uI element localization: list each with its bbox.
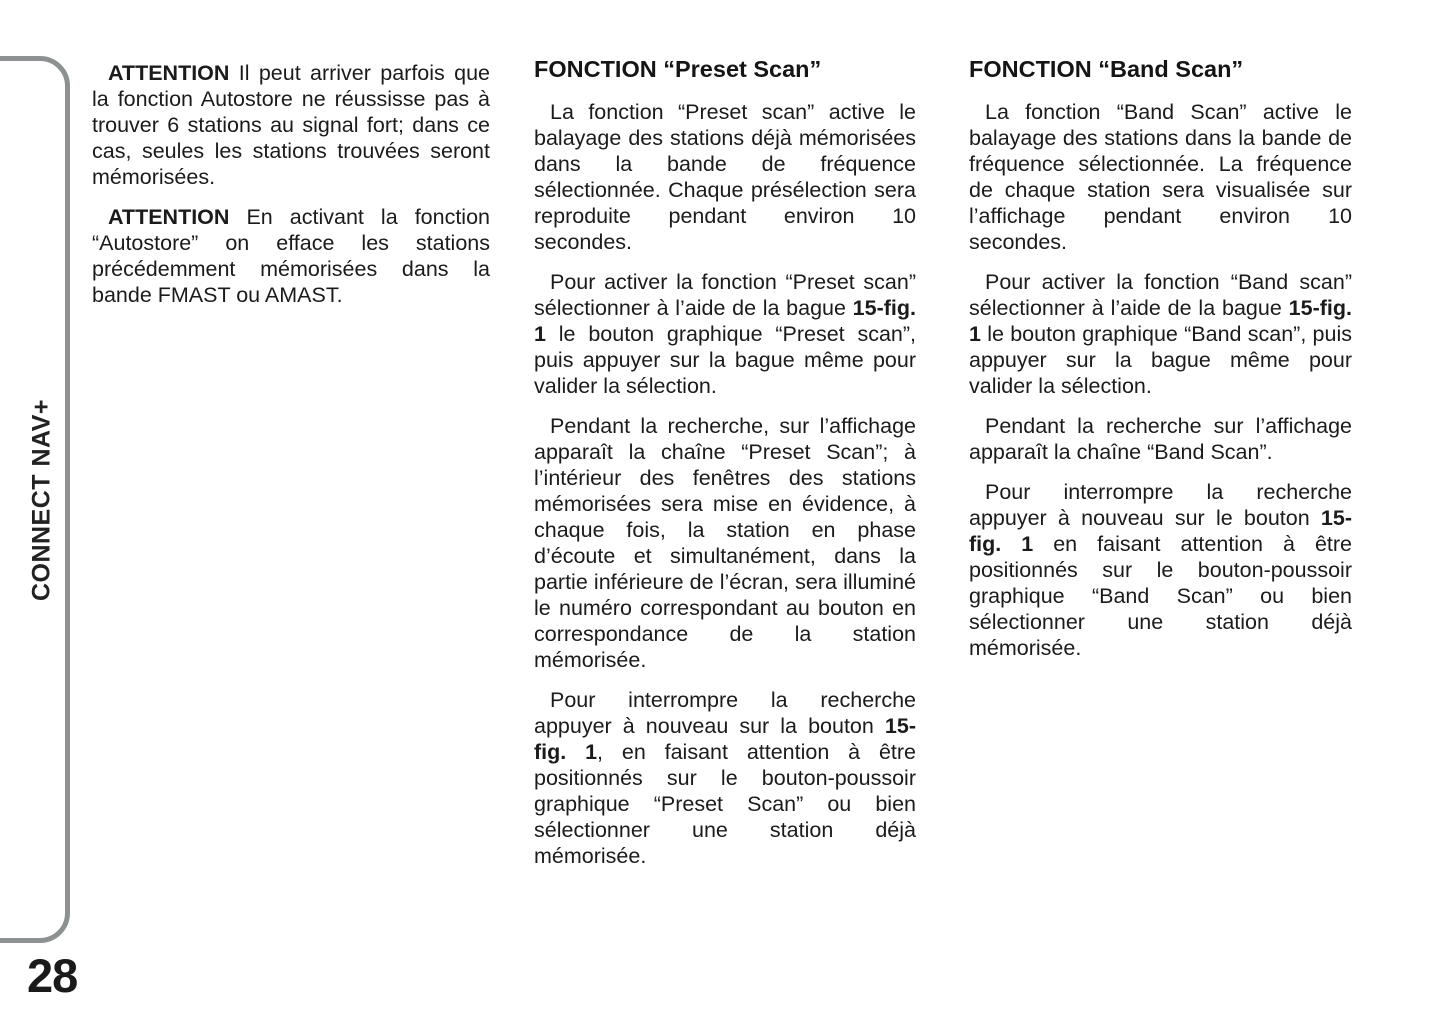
text-run: Pendant la recherche sur l’affichage apparaît la chaîne “Band Scan”. [969, 414, 1352, 464]
text-run: La fonction “Preset scan” active le balayage des stations déjà mémorisées dans la bande de fréquence sélectionnée. Chaque présélection sera reproduite pendant environ 10 secondes. [534, 100, 916, 254]
paragraph [969, 413, 1352, 465]
paragraph [534, 269, 916, 399]
text-column-attention [92, 60, 490, 322]
paragraph [969, 479, 1352, 661]
paragraph [92, 60, 490, 190]
page-number: 28 [27, 949, 78, 1002]
text-run: Pour activer la fonction “Band scan” sélectionner à l’aide de la bague [969, 270, 1352, 320]
section-heading: FONCTION “Preset Scan” [534, 56, 822, 82]
bold-run: 15-fig. 1 [534, 714, 916, 764]
paragraph [92, 204, 490, 308]
section-heading: FONCTION “Band Scan” [969, 56, 1244, 82]
bold-run: 15-fig. 1 [534, 296, 916, 346]
text-run: En activant la fonction “Autostore” on efface les stations précédemment mémorisées dans la bande FMAST ou AMAST. [92, 205, 490, 307]
text-run: La fonction “Band Scan” active le balayage des stations dans la bande de fréquence sélectionnée. La fréquence de chaque station sera visualisée sur l’affichage pendant environ 10 secondes. [969, 100, 1352, 254]
text-column-preset-scan [534, 56, 916, 883]
paragraph [534, 99, 916, 255]
paragraph [969, 269, 1352, 399]
text-run: en faisant attention à être positionnés sur le bouton-poussoir graphique “Band Scan” ou bien sélectionner une station déjà mémorisée. [969, 532, 1353, 660]
text-run: Pendant la recherche, sur l’affichage apparaît la chaîne “Preset Scan”; à l’intérieur des fenêtres des stations mémorisées sera mise en évidence, à chaque fois, la station en phase d’écoute et simultanément, dans la partie inférieure de l’écran, sera illuminé le numéro correspondant au bouton en correspondance de la station mémorisée. [534, 414, 916, 672]
section-label-vertical: CONNECT NAV+ [27, 398, 56, 602]
text-run: Pour activer la fonction “Preset scan” sélectionner à l’aide de la bague [534, 270, 916, 320]
bold-run: ATTENTION [108, 61, 230, 85]
bold-run: ATTENTION [108, 205, 230, 229]
text-run: Pour interrompre la recherche appuyer à nouveau sur le bouton [969, 480, 1352, 530]
text-run: Il peut arriver parfois que la fonction Autostore ne réussisse pas à trouver 6 stations au signal fort; dans ce cas, seules les stations trouvées seront mémorisées. [92, 61, 490, 189]
bold-run: 15-fig. 1 [969, 506, 1352, 556]
paragraph [534, 413, 916, 673]
paragraph [534, 687, 916, 869]
text-column-band-scan [969, 56, 1352, 675]
text-run: Pour interrompre la recherche appuyer à nouveau sur la bouton [534, 688, 916, 738]
text-run: le bouton graphique “Band scan”, puis appuyer sur la bague même pour valider la sélection. [969, 322, 1352, 398]
text-run: le bouton graphique “Preset scan”, puis appuyer sur la bague même pour valider la sélection. [534, 322, 916, 398]
bold-run: 15-fig. 1 [969, 296, 1352, 346]
text-run: , en faisant attention à être positionnés sur le bouton-poussoir graphique “Preset Scan” ou bien sélectionner une station déjà mémorisée. [534, 740, 916, 868]
paragraph [969, 99, 1352, 255]
